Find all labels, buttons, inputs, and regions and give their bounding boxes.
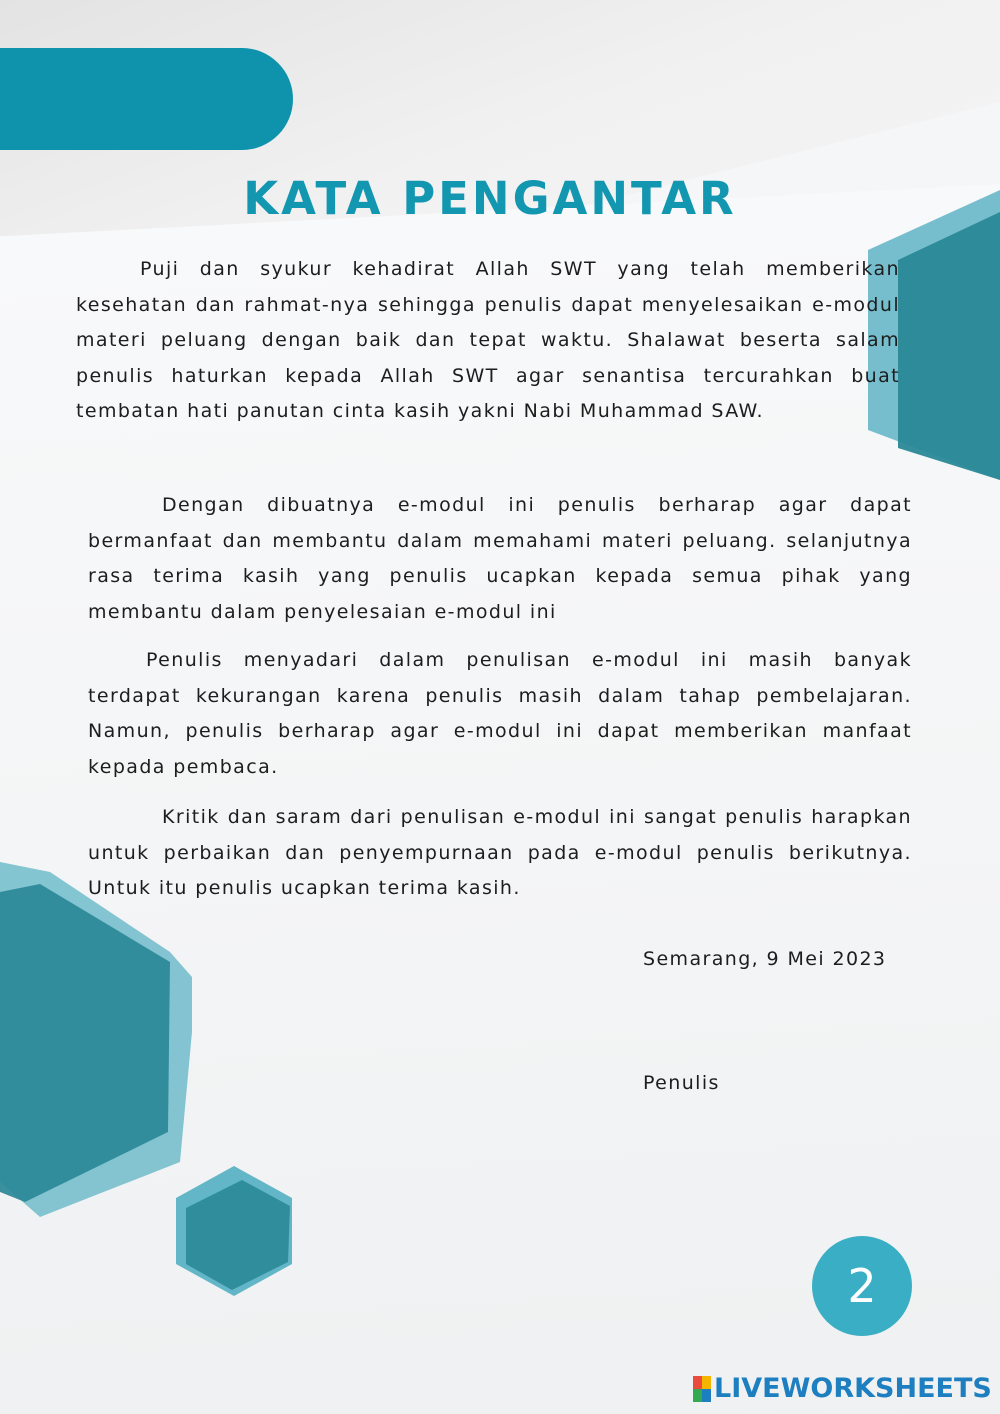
page-number-badge: [812, 1236, 912, 1336]
hexagon-decoration-small: [172, 1162, 296, 1300]
brand-name: LIVEWORKSHEETS: [714, 1373, 992, 1404]
place-date: Semarang, 9 Mei 2023: [643, 948, 887, 970]
paragraph-2: Dengan dibuatnya e-modul ini penulis berharap agar dapat bermanfaat dan membantu dalam memahami materi peluang. selanjutnya rasa terima kasih yang penulis ucapkan kepada semua pihak yang membantu dalam penyelesaian e-modul ini: [88, 494, 912, 623]
paragraph-3: Penulis menyadari dalam penulisan e-modul ini masih banyak terdapat kekurangan karena penulis masih dalam tahap pembelajaran. Namun, penulis berharap agar e-modul ini dapat memberikan manfaat kepada pembaca.: [88, 649, 912, 778]
header-tab-decoration: [0, 48, 293, 150]
page-number: 2: [847, 1259, 877, 1313]
page-title: KATA PENGANTAR: [243, 172, 737, 225]
hexagon-decoration-left: [0, 862, 200, 1222]
author-signature: Penulis: [643, 1072, 720, 1094]
liveworksheets-logo-icon: [693, 1376, 711, 1402]
brand-footer[interactable]: [693, 1373, 992, 1404]
paragraph-1: Puji dan syukur kehadirat Allah SWT yang telah memberikan kesehatan dan rahmat-nya sehingga penulis dapat menyelesaikan e-modul materi peluang dengan baik dan tepat waktu. Shalawat beserta salam penulis haturkan kepada Allah SWT agar senantisa tercurahkan buat tembatan hati panutan cinta kasih yakni Nabi Muhammad SAW.: [76, 258, 900, 422]
paragraph-4: Kritik dan saram dari penulisan e-modul ini sangat penulis harapkan untuk perbaikan dan penyempurnaan pada e-modul penulis berikutnya. Untuk itu penulis ucapkan terima kasih.: [88, 806, 912, 899]
